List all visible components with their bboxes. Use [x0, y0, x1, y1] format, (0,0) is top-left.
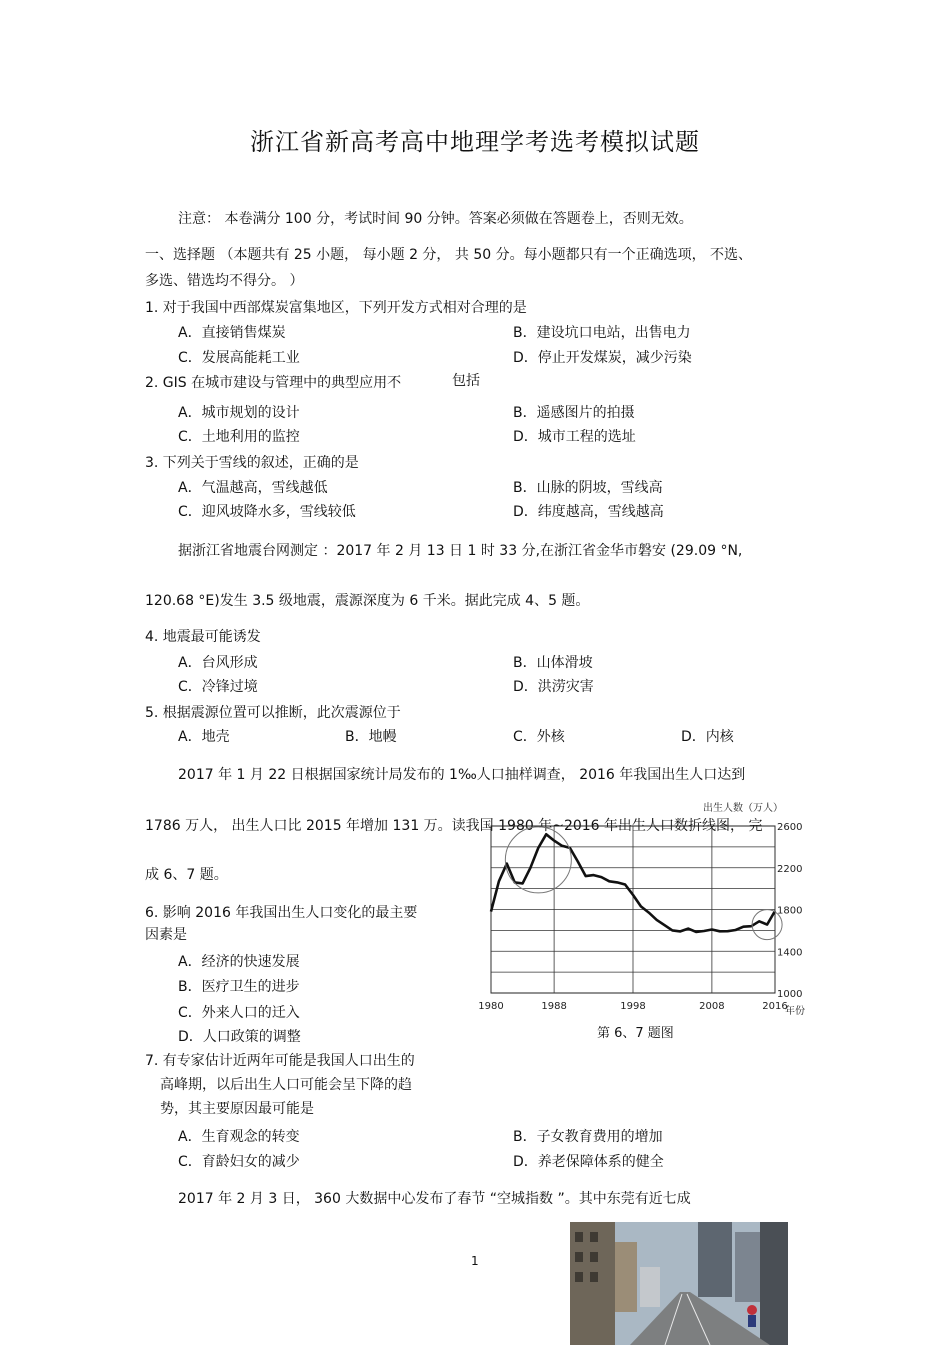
q5-option-a: A．地壳 — [178, 729, 230, 745]
chart-x-tick-label: 2016 — [762, 1001, 788, 1012]
section-heading-line2: 多选、错选均不得分。 ） — [145, 273, 304, 289]
q6-stem-line2: 因素是 — [145, 927, 187, 943]
q2-stem: 2. GIS 在城市建设与管理中的典型应用不 — [145, 375, 402, 391]
passage2-line1: 2017 年 1 月 22 日根据国家统计局发布的 1‰人口抽样调查， 2016 年我国出生人口达到 — [178, 767, 746, 783]
q4-stem: 4. 地震最可能诱发 — [145, 629, 261, 645]
q5-stem: 5. 根据震源位置可以推断，此次震源位于 — [145, 705, 401, 721]
page-title: 浙江省新高考高中地理学考选考模拟试题 — [250, 128, 700, 156]
q5-option-b: B．地幔 — [345, 729, 397, 745]
q2-option-d: D．城市工程的选址 — [513, 429, 636, 445]
city-street-illustration — [570, 1222, 788, 1345]
chart-y-tick-label: 2200 — [777, 863, 803, 875]
chart-x-tick-label: 1998 — [620, 1001, 646, 1012]
q7-stem-line1: 7. 有专家估计近两年可能是我国人口出生的 — [145, 1053, 415, 1069]
chart-y-ticks — [777, 822, 802, 1000]
passage1-line1: 据浙江省地震台网测定 ：2017 年 2 月 13 日 1 时 33 分,在浙江省金华市磐安 (29.09 °N, — [178, 543, 743, 559]
q2-option-a: A．城市规划的设计 — [178, 405, 300, 421]
q7-option-c: C．育龄妇女的减少 — [178, 1154, 300, 1170]
passage3-line1: 2017 年 2 月 3 日， 360 大数据中心发布了春节 “空城指数 ”。其中东莞有近七成 — [178, 1191, 691, 1207]
chart-highlight-circles — [505, 827, 782, 940]
passage2-line3: 成 6、7 题。 — [145, 867, 228, 883]
chart-x-ticks — [478, 1001, 787, 1012]
q7-option-a: A．生育观念的转变 — [178, 1129, 300, 1145]
q7-option-b: B．子女教育费用的增加 — [513, 1129, 663, 1145]
chart-svg — [478, 795, 818, 1045]
chart-y-axis-label: 出生人数（万人） — [703, 803, 783, 814]
q6-option-d: D．人口政策的调整 — [178, 1029, 301, 1045]
q4-option-b: B．山体滑坡 — [513, 655, 593, 671]
q7-stem-line2: 高峰期，以后出生人口可能会呈下降的趋 — [160, 1077, 412, 1093]
chart-caption: 第 6、7 题图 — [597, 1026, 674, 1041]
section-heading-line1: 一、选择题 （本题共有 25 小题， 每小题 2 分， 共 50 分。每小题都只有一个正确选项， 不选、 — [145, 247, 753, 263]
chart-x-tick-label: 1980 — [478, 1001, 504, 1012]
chart-y-tick-label: 2600 — [777, 822, 803, 833]
q4-option-c: C．冷锋过境 — [178, 679, 258, 695]
q5-option-d: D．内核 — [681, 729, 734, 745]
passage1-line2: 120.68 °E)发生 3.5 级地震，震源深度为 6 千米。据此完成 4、5 题。 — [145, 593, 590, 609]
q1-option-b: B．建设坑口电站，出售电力 — [513, 325, 691, 341]
passage2-line2: 1786 万人， 出生人口比 2015 年增加 131 万。读我国 1980 年~2016 年出生人口数折线图， 完 — [145, 818, 763, 834]
page-number: 1 — [471, 1254, 479, 1268]
q7-stem-line3: 势，其主要原因最可能是 — [160, 1101, 314, 1117]
q3-option-c: C．迎风坡降水多，雪线较低 — [178, 504, 356, 520]
chart-grid — [491, 826, 775, 993]
q2-option-b: B．遥感图片的拍摄 — [513, 405, 635, 421]
city-street-photo — [570, 1222, 788, 1345]
chart-y-tick-label: 1400 — [777, 947, 803, 959]
q1-stem: 1. 对于我国中西部煤炭富集地区，下列开发方式相对合理的是 — [145, 300, 527, 316]
chart-highlight-circle — [505, 827, 571, 893]
q6-stem-line1: 6. 影响 2016 年我国出生人口变化的最主要 — [145, 905, 418, 921]
q5-option-c: C．外核 — [513, 729, 565, 745]
q7-option-d: D．养老保障体系的健全 — [513, 1154, 664, 1170]
q1-option-c: C．发展高能耗工业 — [178, 350, 300, 366]
chart-y-tick-label: 1000 — [777, 989, 803, 1000]
q3-option-b: B．山脉的阴坡，雪线高 — [513, 480, 663, 496]
q4-option-a: A．台风形成 — [178, 655, 258, 671]
q3-stem: 3. 下列关于雪线的叙述，正确的是 — [145, 455, 359, 471]
chart-x-unit-label: 年份 — [785, 1006, 805, 1017]
q6-option-b: B．医疗卫生的进步 — [178, 979, 300, 995]
q1-option-a: A．直接销售煤炭 — [178, 325, 286, 341]
q6-option-a: A．经济的快速发展 — [178, 954, 300, 970]
q2-stem-tail: 包括 — [452, 373, 480, 389]
chart-y-tick-label: 1800 — [777, 905, 803, 917]
q2-option-c: C．土地利用的监控 — [178, 429, 300, 445]
notice-text: 注意： 本卷满分 100 分，考试时间 90 分钟。答案必须做在答题卷上，否则无效。 — [178, 211, 693, 227]
q3-option-d: D．纬度越高，雪线越高 — [513, 504, 664, 520]
q4-option-d: D．洪涝灾害 — [513, 679, 594, 695]
q6-option-c: C．外来人口的迁入 — [178, 1005, 300, 1021]
q3-option-a: A．气温越高，雪线越低 — [178, 480, 328, 496]
birth-population-chart — [478, 795, 818, 1045]
q1-option-d: D．停止开发煤炭，减少污染 — [513, 350, 692, 366]
chart-x-tick-label: 2008 — [699, 1001, 725, 1012]
chart-x-tick-label: 1988 — [541, 1001, 567, 1012]
